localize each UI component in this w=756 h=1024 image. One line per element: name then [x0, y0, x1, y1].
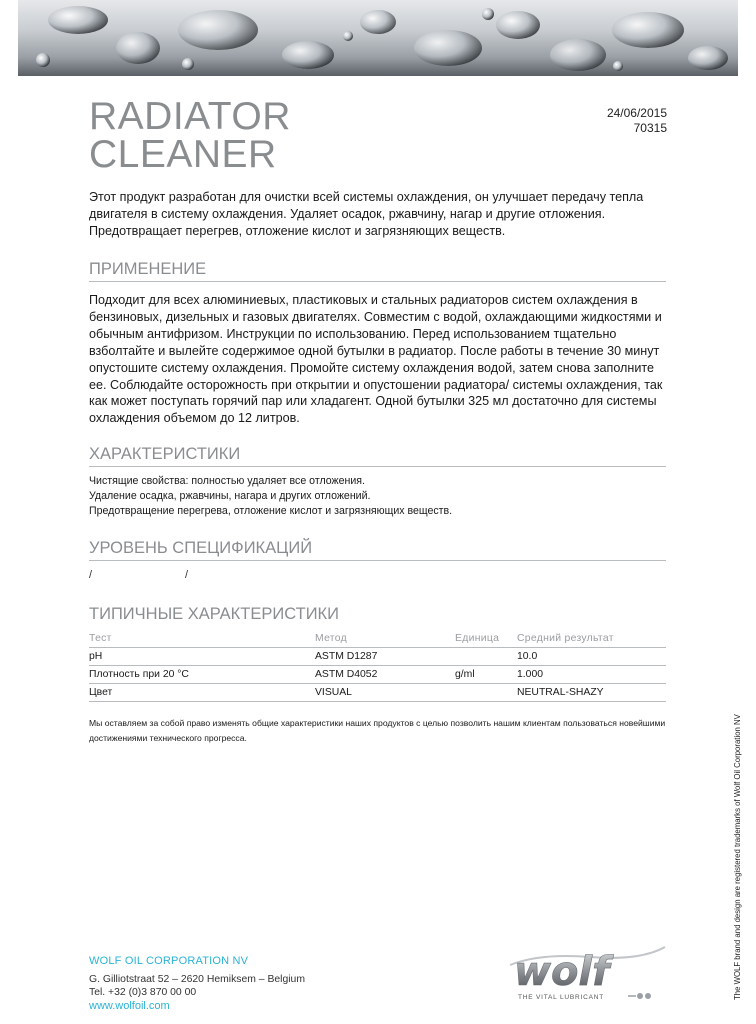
spec-separator: /	[185, 569, 189, 581]
application-paragraph: Подходит для всех алюминиевых, пластиковых и стальных радиаторов систем охлаждения в бензиновых, дизельных и газовых двигателях. Совместим с водой, охлаждающими жидкостями и обычным антифризом. Инструкции по использованию. Перед использованием тщательно взболтайте и вылейте содержимое одной бутылки в радиатор. После работы в течение 30 минут опустошите систему охлаждения. Промойте систему охлаждения водой, затем снова заполните ее. Соблюдайте осторожность при открытии и опустошении радиатора/ системы охлаждения, так как может поступать горячий пар или хладагент. Одной бутылки 325 мл достаточно для системы охлаждения объемом до 12 литров.	[89, 293, 663, 426]
table-row	[89, 666, 666, 684]
application-heading: ПРИМЕНЕНИЕ	[89, 259, 666, 282]
table-cell: Цвет	[89, 684, 315, 702]
table-cell: ASTM D1287	[315, 648, 455, 666]
characteristics-heading: ХАРАКТЕРИСТИКИ	[89, 444, 666, 467]
characteristics-list	[89, 474, 452, 519]
list-item: Удаление осадка, ржавчины, нагара и других отложений.	[89, 490, 371, 502]
document-meta	[607, 106, 667, 136]
intro-paragraph: Этот продукт разработан для очистки всей системы охлаждения, он улучшает передачу тепла двигателя в систему охлаждения. Удаляет осадок, ржавчину, нагар и другие отложения. Предотвращает перегрев, отложение кислот и загрязняющих веществ.	[89, 190, 644, 238]
table-cell: 10.0	[517, 648, 666, 666]
table-cell: pH	[89, 648, 315, 666]
logo-tagline: THE VITAL LUBRICANT	[518, 994, 604, 1001]
product-title	[89, 95, 291, 176]
logo-wordmark: wolf	[514, 949, 610, 995]
spec-level-heading: УРОВЕНЬ СПЕЦИФИКАЦИЙ	[89, 538, 666, 561]
list-item: Предотвращение перегрева, отложение кислот и загрязняющих веществ.	[89, 505, 453, 517]
table-cell	[455, 684, 517, 702]
table-cell: ASTM D4052	[315, 666, 455, 684]
disclaimer-text: Мы оставляем за собой право изменять общие характеристики наших продуктов с целью позволить нашим клиентам пользоваться новейшими достижениями технического прогресса.	[89, 718, 666, 743]
list-item: Чистящие свойства: полностью удаляет все отложения.	[89, 475, 365, 487]
spec-separator: /	[89, 569, 93, 581]
column-header-result: Средний результат	[517, 630, 666, 648]
table-cell: 1.000	[517, 666, 666, 684]
table-header-row	[89, 630, 666, 648]
company-phone: Tel. +32 (0)3 870 00 00	[89, 987, 197, 998]
typical-characteristics-table	[89, 630, 666, 702]
table-cell: Плотность при 20 °C	[89, 666, 315, 684]
document-date: 24/06/2015	[606, 106, 667, 120]
column-header-method: Метод	[315, 630, 455, 648]
product-title-line1: RADIATOR	[89, 95, 291, 138]
table-cell	[455, 648, 517, 666]
trademark-note: The WOLF brand and design are registered trademarks of Wolf Oil Corporation NV	[733, 714, 742, 1000]
column-header-test: Тест	[89, 630, 315, 648]
column-header-unit: Единица	[455, 630, 517, 648]
table-cell: NEUTRAL-SHAZY	[517, 684, 666, 702]
water-droplets-graphic	[18, 0, 738, 76]
company-address: G. Gilliotstraat 52 – 2620 Hemiksem – Belgium	[89, 974, 305, 985]
typical-heading: ТИПИЧНЫЕ ХАРАКТЕРИСТИКИ	[89, 605, 340, 623]
table-cell: VISUAL	[315, 684, 455, 702]
table-cell: g/ml	[455, 666, 517, 684]
company-name: WOLF OIL CORPORATION NV	[89, 955, 249, 967]
header-banner-image	[18, 0, 738, 76]
product-code: 70315	[633, 121, 667, 135]
table-row	[89, 684, 666, 702]
product-title-line2: CLEANER	[89, 133, 277, 176]
company-website-link[interactable]: www.wolfoil.com	[89, 1000, 170, 1012]
table-row	[89, 648, 666, 666]
